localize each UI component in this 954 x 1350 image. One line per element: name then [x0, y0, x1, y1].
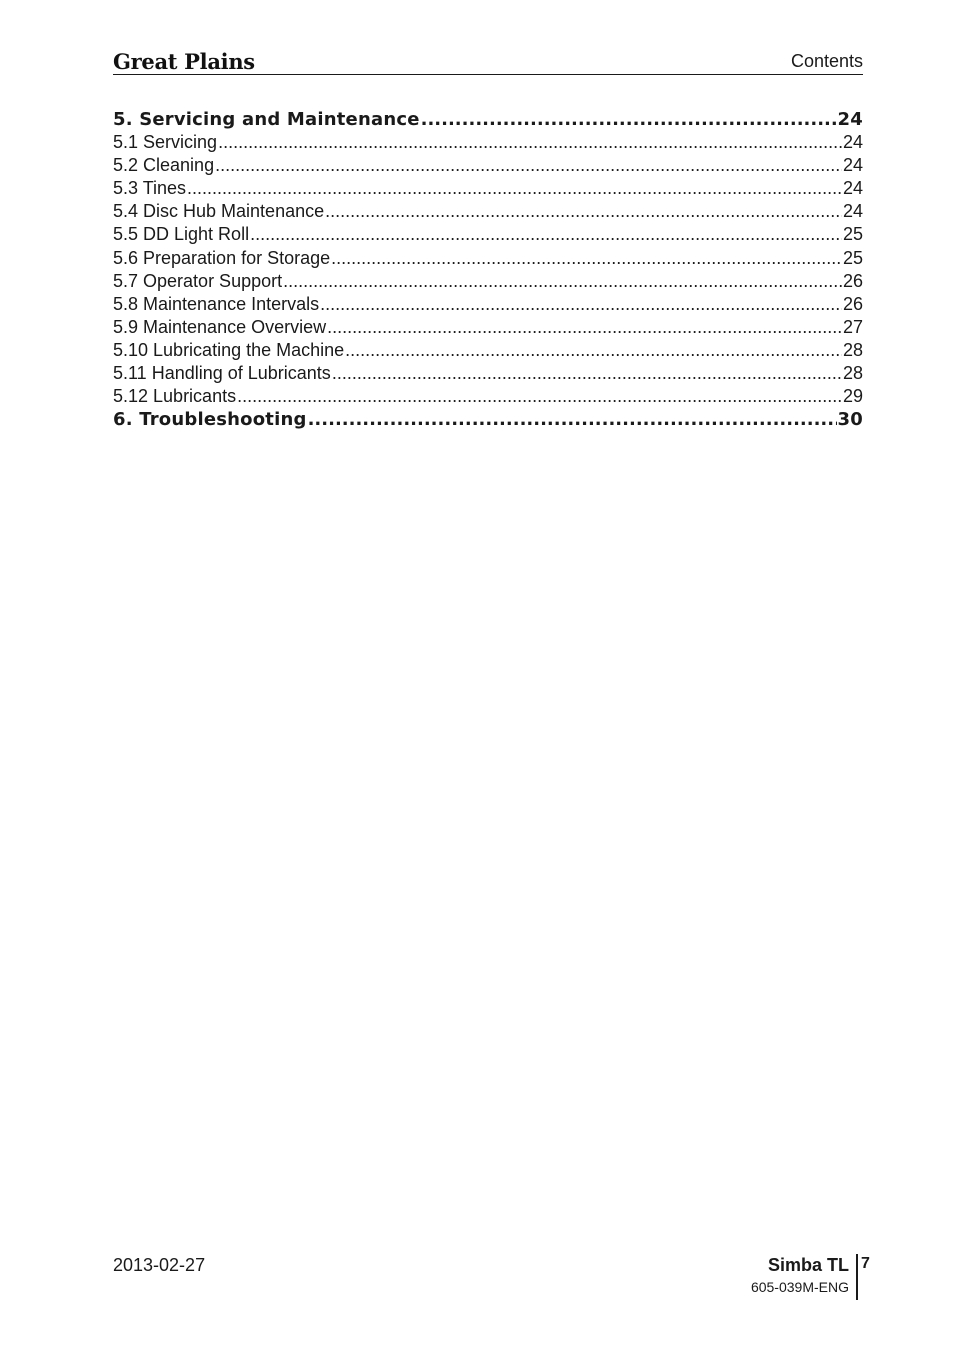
- toc-entry-5-5[interactable]: [113, 223, 863, 246]
- toc-entry-page: 25: [842, 247, 863, 268]
- toc-dot-leader: [332, 362, 842, 385]
- toc-entry-page: 24: [842, 201, 863, 222]
- toc-dot-leader: [308, 408, 837, 431]
- toc-entry-title: 5.6 Preparation for Storage: [113, 247, 331, 268]
- toc-dot-leader: [215, 154, 842, 177]
- toc-entry-page: 24: [837, 109, 863, 130]
- toc-entry-title: 6. Troubleshooting: [113, 409, 307, 431]
- toc-entry-title: 5.4 Disc Hub Maintenance: [113, 201, 325, 222]
- toc-entry-page: 30: [837, 409, 863, 431]
- footer-product-block: [751, 1254, 858, 1300]
- toc-entry-page: 26: [842, 270, 863, 291]
- footer-product-name: Simba TL: [767, 1255, 849, 1275]
- toc-entry-page: 27: [842, 316, 863, 337]
- toc-entry-title: 5.1 Servicing: [113, 132, 218, 153]
- toc-dot-leader: [421, 108, 837, 131]
- toc-entry-page: 28: [842, 339, 863, 360]
- toc-dot-leader: [331, 247, 842, 270]
- toc-dot-leader: [237, 385, 842, 408]
- toc-entry-5-11[interactable]: [113, 362, 863, 385]
- toc-entry-title: 5. Servicing and Maintenance: [113, 109, 420, 130]
- toc-entry-5-9[interactable]: [113, 316, 863, 339]
- toc-entry-5-6[interactable]: [113, 247, 863, 270]
- toc-entry-title: 5.8 Maintenance Intervals: [113, 293, 320, 314]
- toc-entry-page: 25: [842, 224, 863, 245]
- toc-dot-leader: [218, 131, 842, 154]
- toc-dot-leader: [250, 223, 842, 246]
- toc-entry-5-8[interactable]: [113, 293, 863, 316]
- toc-dot-leader: [325, 200, 842, 223]
- toc-entry-5-7[interactable]: [113, 270, 863, 293]
- toc-entry-chapter-5[interactable]: [113, 108, 863, 131]
- brand-logo: Great Plains: [113, 49, 255, 74]
- toc-entry-page: 28: [842, 363, 863, 384]
- toc-entry-5-2[interactable]: [113, 154, 863, 177]
- footer-document-code: 605-039M-ENG: [750, 1279, 849, 1295]
- table-of-contents: [113, 108, 863, 431]
- toc-entry-page: 24: [842, 132, 863, 153]
- toc-entry-page: 24: [842, 178, 863, 199]
- toc-dot-leader: [187, 177, 842, 200]
- toc-entry-5-12[interactable]: [113, 385, 863, 408]
- toc-entry-5-1[interactable]: [113, 131, 863, 154]
- toc-dot-leader: [283, 270, 842, 293]
- toc-entry-title: 5.10 Lubricating the Machine: [113, 339, 345, 360]
- toc-dot-leader: [345, 339, 842, 362]
- toc-entry-page: 29: [842, 386, 863, 407]
- toc-entry-title: 5.5 DD Light Roll: [113, 224, 250, 245]
- toc-entry-5-10[interactable]: [113, 339, 863, 362]
- toc-entry-title: 5.7 Operator Support: [113, 270, 283, 291]
- header-section-title: Contents: [790, 51, 863, 71]
- toc-entry-title: 5.12 Lubricants: [113, 386, 237, 407]
- footer-date: 2013-02-27: [113, 1255, 206, 1275]
- toc-entry-chapter-6[interactable]: [113, 408, 863, 431]
- toc-entry-title: 5.3 Tines: [113, 178, 187, 199]
- toc-dot-leader: [327, 316, 842, 339]
- toc-entry-5-4[interactable]: [113, 200, 863, 223]
- toc-dot-leader: [320, 293, 842, 316]
- toc-entry-title: 5.11 Handling of Lubricants: [113, 363, 331, 384]
- toc-entry-page: 26: [842, 293, 863, 314]
- footer-page-number: 7: [861, 1255, 870, 1272]
- toc-entry-title: 5.2 Cleaning: [113, 155, 215, 176]
- toc-entry-page: 24: [842, 155, 863, 176]
- toc-entry-5-3[interactable]: [113, 177, 863, 200]
- toc-entry-title: 5.9 Maintenance Overview: [113, 316, 327, 337]
- page-header: [113, 48, 863, 75]
